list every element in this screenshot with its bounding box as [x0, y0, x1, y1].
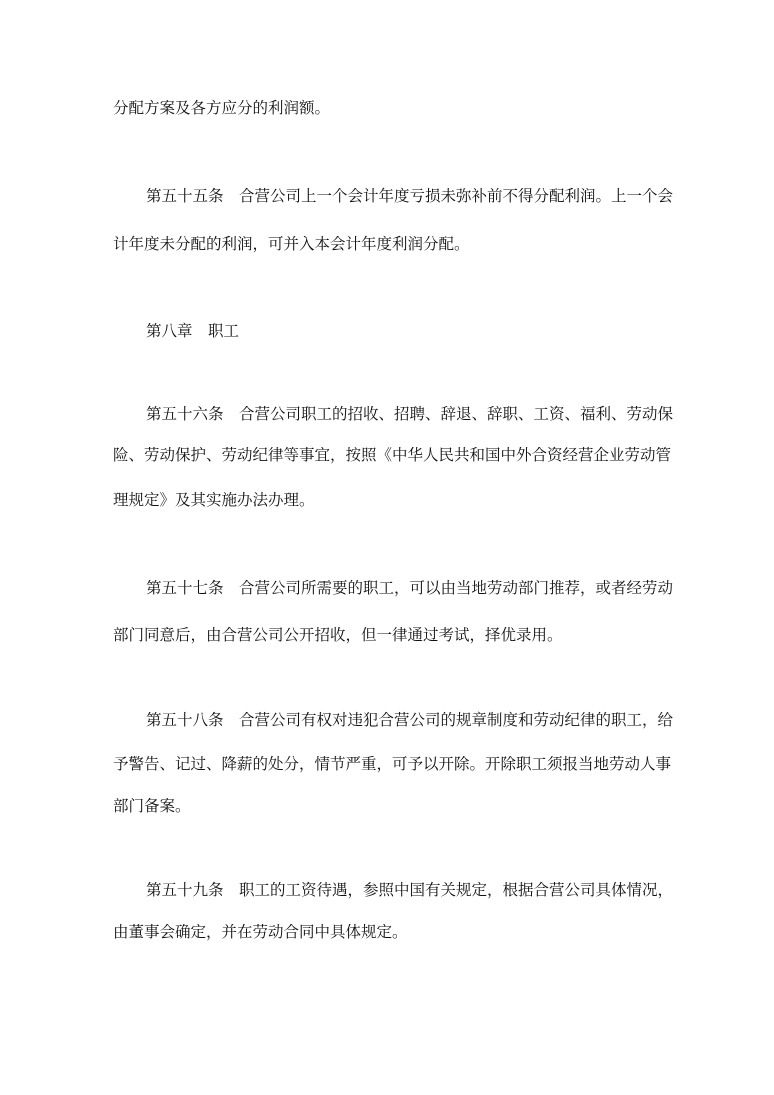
- text-line: 分配方案及各方应分的利润额。: [113, 99, 331, 117]
- article-56-heading-line: 第五十六条 合营公司职工的招收、招聘、辞退、辞职、工资、福利、劳动保: [146, 405, 674, 423]
- chapter-8-heading: 第八章 职工: [146, 322, 240, 340]
- article-58-heading-line: 第五十八条 合营公司有权对违犯合营公司的规章制度和劳动纪律的职工，给: [146, 711, 674, 729]
- text-line: 险、劳动保护、劳动纪律等事宜，按照《中华人民共和国中外合资经营企业劳动管: [113, 446, 672, 464]
- text-line: 由董事会确定，并在劳动合同中具体规定。: [113, 923, 408, 941]
- article-57-heading-line: 第五十七条 合营公司所需要的职工，可以由当地劳动部门推荐，或者经劳动: [146, 579, 674, 597]
- article-59-heading-line: 第五十九条 职工的工资待遇，参照中国有关规定，根据合营公司具体情况，: [146, 881, 674, 899]
- text-line: 予警告、记过、降薪的处分，情节严重，可予以开除。开除职工须报当地劳动人事: [113, 755, 672, 773]
- text-line: 部门备案。: [113, 797, 191, 815]
- text-line: 理规定》及其实施办法办理。: [113, 491, 315, 509]
- text-line: 部门同意后，由合营公司公开招收，但一律通过考试，择优录用。: [113, 626, 563, 644]
- text-line: 计年度未分配的利润，可并入本会计年度利润分配。: [113, 235, 470, 253]
- article-55-heading-line: 第五十五条 合营公司上一个会计年度亏损未弥补前不得分配利润。上一个会: [146, 187, 674, 205]
